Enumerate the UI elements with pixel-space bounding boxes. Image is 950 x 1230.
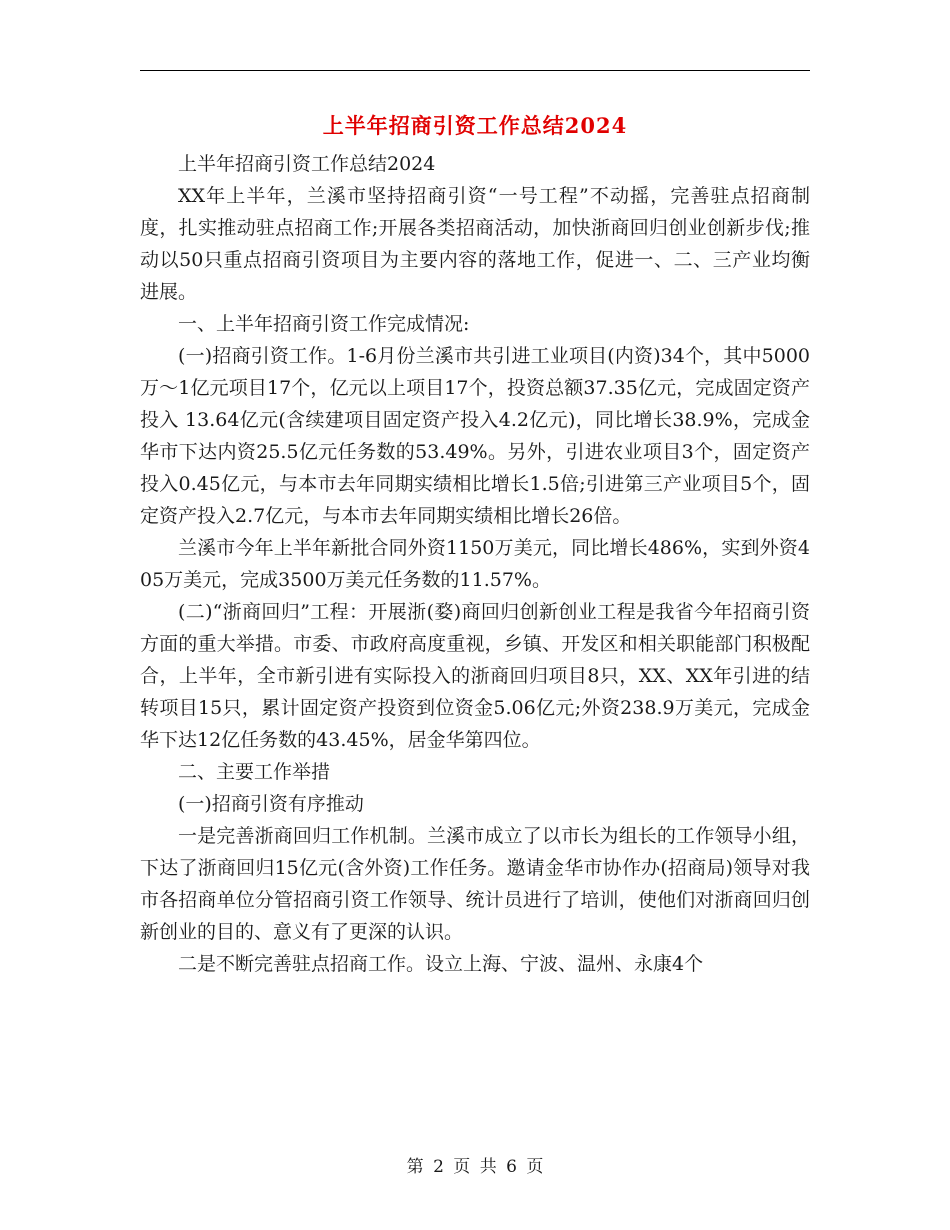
paragraph-subtitle: 上半年招商引资工作总结2024: [178, 153, 436, 175]
paragraph-investment-work: (一)招商引资工作。1-6月份兰溪市共引进工业项目(内资)34个，其中5000万～1亿元项目17个，亿元以上项目17个，投资总额37.35亿元，完成固定资产投入 13.64亿元(含续建项目固定资产投入4.2亿元)，同比增长38.9%，完成金华市下达内资25.5亿元任务数的53.49%。另外，引进农业项目3个，固定资产投入0.45亿元，与本市去年同期实绩相比增长1.5倍;引进第三产业项目5个，固定资产投入2.7亿元，与本市去年同期实绩相比增长26倍。: [140, 345, 810, 527]
footer-prefix: 第: [406, 1157, 424, 1177]
paragraph-section-1-heading: 一、上半年招商引资工作完成情况:: [178, 313, 470, 335]
footer-suffix: 页: [526, 1157, 544, 1177]
paragraph-section-2-heading: 二、主要工作举措: [178, 761, 331, 783]
footer-total-pages: 6: [506, 1157, 517, 1177]
footer-total-word: 共: [479, 1157, 497, 1177]
paragraph-foreign-capital: 兰溪市今年上半年新批合同外资1150万美元，同比增长486%，实到外资405万美元，完成3500万美元任务数的11.57%。: [140, 537, 810, 591]
header-rule: [140, 70, 810, 71]
paragraph-intro: XX年上半年，兰溪市坚持招商引资“一号工程”不动摇，完善驻点招商制度，扎实推动驻点招商工作;开展各类招商活动，加快浙商回归创业创新步伐;推动以50只重点招商引资项目为主要内容的落地工作，促进一、二、三产业均衡进展。: [140, 185, 810, 303]
paragraph-resident-investment: 二是不断完善驻点招商工作。设立上海、宁波、温州、永康4个: [178, 953, 704, 975]
paragraph-mechanism: 一是完善浙商回归工作机制。兰溪市成立了以市长为组长的工作领导小组，下达了浙商回归15亿元(含外资)工作任务。邀请金华市协作办(招商局)领导对我市各招商单位分管招商引资工作领导、统计员进行了培训，使他们对浙商回归创新创业的目的、意义有了更深的认识。: [140, 825, 810, 943]
page-footer: [0, 1152, 950, 1177]
document-body: [140, 148, 810, 980]
document-title: 上半年招商引资工作总结2024: [322, 113, 628, 138]
paragraph-zheshang-return: (二)“浙商回归”工程：开展浙(婺)商回归创新创业工程是我省今年招商引资方面的重大举措。市委、市政府高度重视，乡镇、开发区和相关职能部门积极配合，上半年，全市新引进有实际投入的浙商回归项目8只，XX、XX年引进的结转项目15只，累计固定资产投资到位资金5.06亿元;外资238.9万美元，完成金华下达12亿任务数的43.45%，居金华第四位。: [140, 601, 810, 751]
paragraph-subsection-1-heading: (一)招商引资有序推动: [178, 793, 364, 815]
footer-page-number: 2: [433, 1157, 444, 1177]
footer-page-word: 页: [453, 1157, 471, 1177]
